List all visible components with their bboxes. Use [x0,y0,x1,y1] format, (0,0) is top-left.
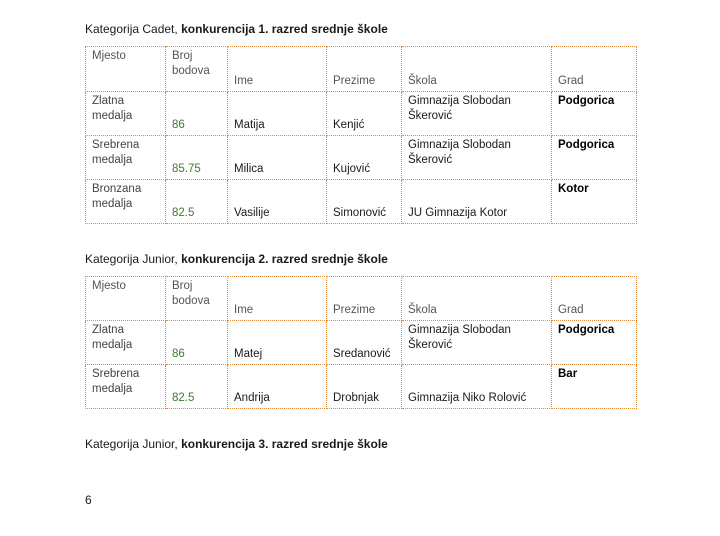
header-school: Škola [402,47,552,92]
cell-first-name: Milica [228,136,327,180]
table-row [86,321,637,365]
header-first-name: Ime [228,47,327,92]
section-1-heading [85,22,388,36]
header-points: Broj bodova [166,277,228,321]
cell-place: Srebrena medalja [86,136,166,180]
cell-school: Gimnazija Niko Rolović [402,365,552,409]
cell-last-name: Kenjić [327,92,402,136]
cell-first-name: Vasilije [228,180,327,224]
heading-category: Kategorija Cadet, [85,22,182,36]
cell-last-name: Simonović [327,180,402,224]
cell-school: Gimnazija Slobodan Škerović [402,136,552,180]
cell-points: 86 [166,321,228,365]
header-first-name: Ime [228,277,327,321]
heading-competition: konkurencija 1. razred srednje škole [181,22,388,36]
header-last-name: Prezime [327,47,402,92]
cell-points: 82.5 [166,365,228,409]
cell-city: Bar [552,365,637,409]
table-header-row [86,277,637,321]
results-table-2 [85,276,637,409]
table-row [86,180,637,224]
header-place: Mjesto [86,47,166,92]
cell-place: Zlatna medalja [86,321,166,365]
cell-points: 82.5 [166,180,228,224]
cell-school: Gimnazija Slobodan Škerović [402,321,552,365]
header-place: Mjesto [86,277,166,321]
heading-competition: konkurencija 3. razred srednje škole [181,437,388,451]
header-last-name: Prezime [327,277,402,321]
cell-school: Gimnazija Slobodan Škerović [402,92,552,136]
results-table-1 [85,46,637,224]
header-school: Škola [402,277,552,321]
cell-last-name: Kujović [327,136,402,180]
cell-first-name: Andrija [228,365,327,409]
heading-category: Kategorija Junior, [85,252,182,266]
cell-school: JU Gimnazija Kotor [402,180,552,224]
cell-first-name: Matej [228,321,327,365]
header-points: Broj bodova [166,47,228,92]
heading-competition: konkurencija 2. razred srednje škole [181,252,388,266]
table-row [86,136,637,180]
header-city: Grad [552,277,637,321]
table-header-row [86,47,637,92]
section-2-heading [85,252,388,266]
table-row [86,92,637,136]
cell-last-name: Drobnjak [327,365,402,409]
cell-city: Podgorica [552,92,637,136]
cell-city: Podgorica [552,321,637,365]
cell-points: 85.75 [166,136,228,180]
cell-last-name: Sredanović [327,321,402,365]
table-row [86,365,637,409]
cell-points: 86 [166,92,228,136]
section-3-heading [85,437,388,451]
cell-place: Srebrena medalja [86,365,166,409]
page-number: 6 [85,493,92,507]
cell-first-name: Matija [228,92,327,136]
header-city: Grad [552,47,637,92]
cell-place: Bronzana medalja [86,180,166,224]
cell-city: Podgorica [552,136,637,180]
cell-city: Kotor [552,180,637,224]
heading-category: Kategorija Junior, [85,437,182,451]
cell-place: Zlatna medalja [86,92,166,136]
